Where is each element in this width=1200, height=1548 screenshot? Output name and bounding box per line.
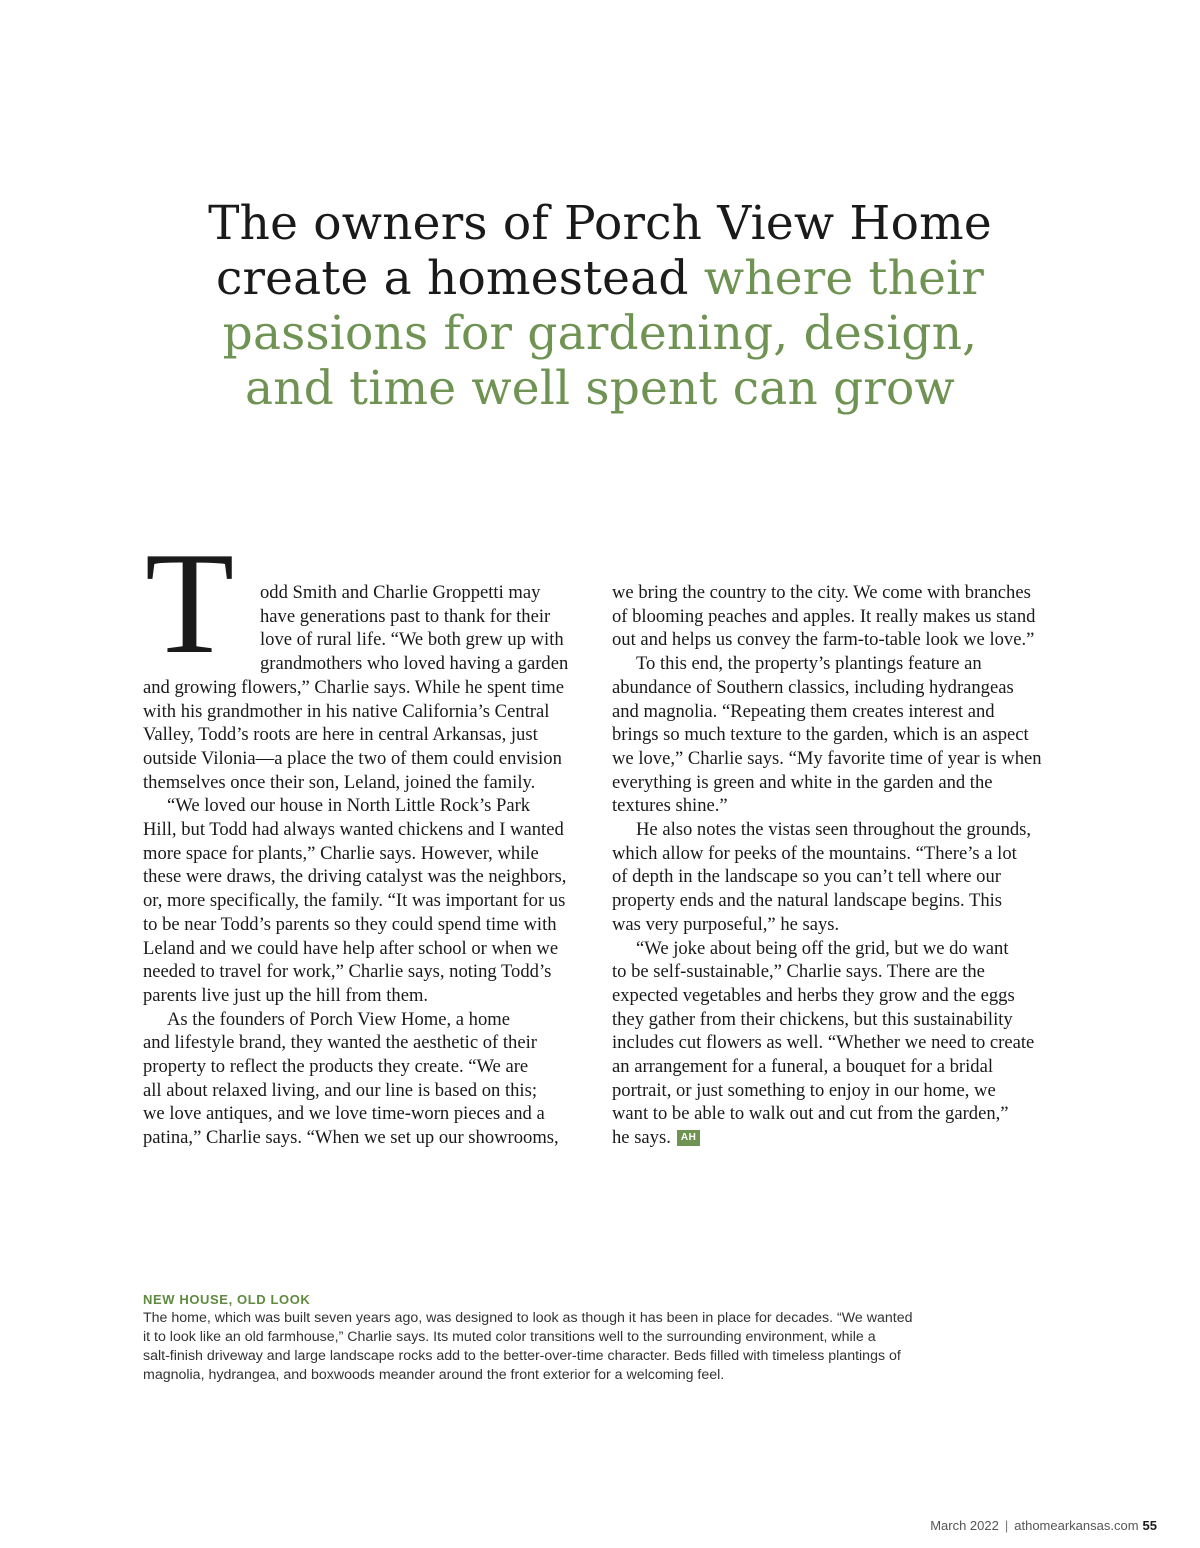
website-url: athomearkansas.com: [1014, 1518, 1139, 1533]
text-line: textures shine.”: [612, 795, 728, 817]
text-line: which allow for peeks of the mountains. “There’s a lot: [612, 842, 1017, 864]
text-line: To this end, the property’s plantings feature an: [636, 653, 982, 675]
footer-separator: |: [1004, 1518, 1009, 1533]
text-line: and magnolia. “Repeating them creates interest and: [612, 700, 995, 722]
headline-line-2-black: create a homestead: [215, 251, 704, 306]
page-number: 55: [1142, 1518, 1157, 1533]
text-line: themselves once their son, Leland, joined the family.: [143, 771, 536, 793]
page-footer: [930, 1518, 1157, 1533]
text-line: Hill, but Todd had always wanted chickens and I wanted: [143, 819, 564, 841]
text-line: or, more specifically, the family. “It was important for us: [143, 890, 566, 912]
text-line: we bring the country to the city. We come with branches: [612, 582, 1031, 603]
drop-cap: T: [145, 522, 235, 684]
text-line: property ends and the natural landscape begins. This: [612, 890, 1003, 912]
text-line: brings so much texture to the garden, which is an aspect: [612, 724, 1029, 746]
text-line: patina,” Charlie says. “When we set up our showrooms,: [143, 1127, 559, 1149]
text-line: Valley, Todd’s roots are here in central Arkansas, just: [143, 724, 538, 746]
text-line: and growing flowers,” Charlie says. While he spent time: [143, 676, 565, 698]
text-line: we love antiques, and we love time-worn pieces and a: [143, 1103, 545, 1125]
text-line-last: [612, 1126, 1060, 1150]
text-line: odd Smith and Charlie Groppetti may: [260, 582, 541, 603]
headline-line-2: [140, 251, 1060, 306]
text-line: “We loved our house in North Little Rock’s Park: [167, 795, 531, 817]
headline: [140, 196, 1060, 416]
caption-title: NEW HOUSE, OLD LOOK: [143, 1292, 311, 1307]
text-line-end: he says.: [612, 1127, 671, 1149]
headline-line-4: and time well spent can grow: [245, 361, 955, 416]
text-line: to be self-sustainable,” Charlie says. There are the: [612, 961, 985, 983]
text-line: was very purposeful,” he says.: [612, 913, 840, 935]
text-line: “We joke about being off the grid, but we do want: [636, 937, 1009, 959]
text-line: with his grandmother in his native California’s Central: [143, 700, 550, 722]
text-line: expected vegetables and herbs they grow and the eggs: [612, 984, 1015, 1006]
text-line: love of rural life. “We both grew up with: [260, 629, 564, 651]
text-line: He also notes the vistas seen throughout the grounds,: [636, 819, 1032, 841]
text-line: all about relaxed living, and our line is based on this;: [143, 1079, 538, 1101]
headline-line-1: The owners of Porch View Home: [208, 196, 992, 251]
text-line: have generations past to thank for their: [260, 605, 551, 627]
author-end-mark: AH: [677, 1130, 700, 1146]
text-line: property to reflect the products they create. “We are: [143, 1056, 529, 1078]
text-line: parents live just up the hill from them.: [143, 984, 429, 1006]
text-line: grandmothers who loved having a garden: [260, 653, 569, 675]
text-line: Leland and we could have help after school or when we: [143, 937, 559, 959]
article-column-right: [612, 581, 1060, 1150]
text-line: of depth in the landscape so you can’t tell where our: [612, 866, 1001, 888]
photo-caption: [143, 1290, 1043, 1385]
text-line: an arrangement for a funeral, a bouquet for a bridal: [612, 1056, 993, 1078]
text-line: they gather from their chickens, but this sustainability: [612, 1008, 1013, 1030]
text-line: to be near Todd’s parents so they could spend time with: [143, 913, 557, 935]
issue-date: March 2022: [930, 1518, 999, 1533]
text-line: includes cut flowers as well. “Whether we need to create: [612, 1032, 1035, 1054]
headline-line-3: passions for gardening, design,: [222, 306, 978, 361]
text-line: and lifestyle brand, they wanted the aesthetic of their: [143, 1032, 537, 1054]
text-line: more space for plants,” Charlie says. However, while: [143, 842, 539, 864]
text-line: these were draws, the driving catalyst was the neighbors,: [143, 866, 567, 888]
text-line: needed to travel for work,” Charlie says, noting Todd’s: [143, 961, 552, 983]
caption-line: The home, which was built seven years ago, was designed to look as though it has been in place for decades. “We wanted: [143, 1310, 913, 1326]
text-line: everything is green and white in the garden and the: [612, 771, 993, 793]
text-line: want to be able to walk out and cut from the garden,”: [612, 1103, 1009, 1125]
text-line: portrait, or just something to enjoy in our home, we: [612, 1079, 996, 1101]
headline-line-2-green: where their: [703, 251, 985, 306]
text-line: out and helps us convey the farm-to-table look we love.”: [612, 629, 1035, 651]
article-column-left: [143, 581, 589, 1150]
text-line: abundance of Southern classics, including hydrangeas: [612, 676, 1014, 698]
text-line: outside Vilonia—a place the two of them could envision: [143, 747, 562, 769]
caption-line: magnolia, hydrangea, and boxwoods meander around the front exterior for a welcoming feel.: [143, 1367, 725, 1383]
text-line: we love,” Charlie says. “My favorite time of year is when: [612, 747, 1042, 769]
caption-line: salt-finish driveway and large landscape rocks add to the better-over-time character. Beds filled with timeless plantings of: [143, 1348, 901, 1364]
text-line: of blooming peaches and apples. It really makes us stand: [612, 605, 1036, 627]
text-line: As the founders of Porch View Home, a home: [167, 1008, 510, 1030]
caption-line: it to look like an old farmhouse,” Charlie says. Its muted color transitions well to the surrounding environment, while a: [143, 1329, 876, 1345]
